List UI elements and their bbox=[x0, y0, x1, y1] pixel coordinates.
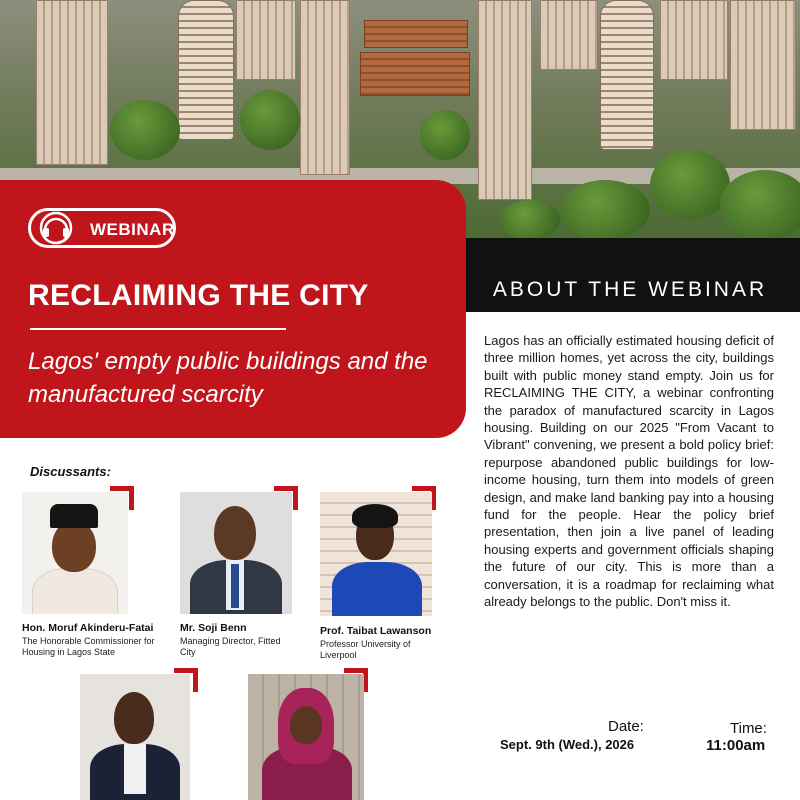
discussants-heading: Discussants: bbox=[30, 464, 111, 479]
discussant-role-2: Managing Director, Fitted City bbox=[180, 636, 281, 657]
about-description: Lagos has an officially estimated housing deficit of three million homes, yet across the city, buildings built with public money stand empty. Join us for RECLAIMING THE CITY, a webinar confronting the paradox of manufactured scarcity in Lagos housing. Building on our 2025 "From Vacant to Vibrant" convening, we present a bold policy brief: repurpose abandoned public buildings for low-income housing, turn them into models of green design, and make land banking pay into a housing fund for the people. Hear the policy brief presentation, then join a live panel of leading housing experts and government officials shaping the future of our city. This is more than a conversation, it is a roadmap for reclaiming what already belongs to the public. Don't miss it. bbox=[484, 333, 774, 610]
webinar-badge-label: WEBINAR bbox=[90, 220, 175, 239]
discussant-name-3: Prof. Taibat Lawanson bbox=[320, 625, 432, 637]
discussant-name-2: Mr. Soji Benn bbox=[180, 622, 247, 634]
discussant-photo-2 bbox=[180, 492, 292, 614]
discussant-photo-5 bbox=[248, 674, 364, 800]
title-divider bbox=[30, 328, 286, 330]
discussant-photo-3 bbox=[320, 492, 432, 616]
headset-icon bbox=[36, 210, 76, 246]
page-subtitle: Lagos' empty public buildings and the manufactured scarcity bbox=[28, 348, 428, 408]
date-label: Date: bbox=[608, 718, 644, 735]
discussant-role-3: Professor University of Liverpool bbox=[320, 639, 411, 660]
discussant-name-1: Hon. Moruf Akinderu-Fatai bbox=[22, 622, 154, 634]
time-value: 11:00am bbox=[706, 737, 766, 754]
about-title: ABOUT THE WEBINAR bbox=[492, 278, 768, 301]
discussant-photo-4 bbox=[80, 674, 190, 800]
page-title: RECLAIMING THE CITY bbox=[28, 279, 369, 312]
discussant-photo-1 bbox=[22, 492, 128, 614]
discussant-role-1: The Honorable Commissioner for Housing in Lagos State bbox=[22, 636, 155, 657]
time-label: Time: bbox=[730, 720, 767, 737]
date-value: Sept. 9th (Wed.), 2026 bbox=[500, 737, 635, 752]
